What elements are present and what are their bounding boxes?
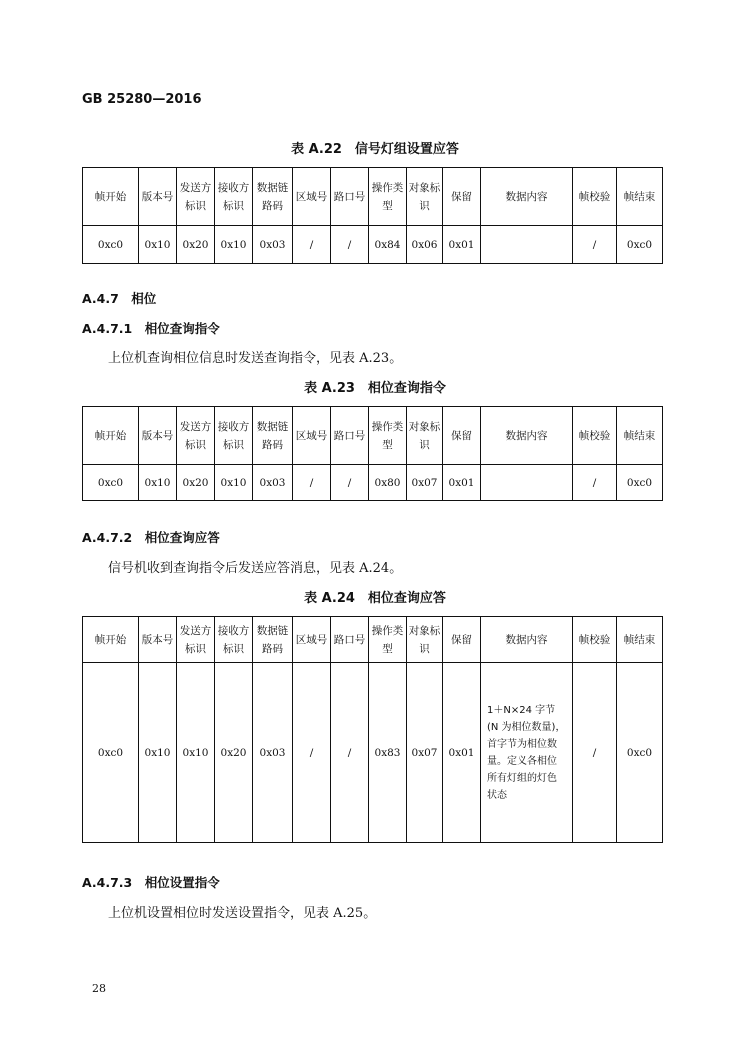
table-cell: 0x10: [177, 663, 215, 843]
header-cell: 帧校验: [573, 168, 617, 226]
table-header-row: [83, 168, 663, 226]
section-a472-heading: A.4.7.2 相位查询应答: [82, 530, 220, 545]
table-a23: [82, 406, 663, 501]
table-cell: 0x83: [369, 663, 407, 843]
table-cell: 0x10: [139, 226, 177, 264]
header-cell: 帧结束: [617, 168, 663, 226]
header-cell: 帧开始: [83, 407, 139, 465]
table-a22: [82, 167, 663, 264]
header-cell: 数据内容: [481, 407, 573, 465]
header-cell: 路口号: [331, 168, 369, 226]
header-cell: 操作类型: [369, 168, 407, 226]
standard-number: GB 25280—2016: [82, 92, 202, 107]
table-cell: 0x06: [407, 226, 443, 264]
table-cell: 0x01: [443, 226, 481, 264]
table-cell: 0x07: [407, 465, 443, 501]
table-cell: 0x01: [443, 465, 481, 501]
table-cell: 0x03: [253, 226, 293, 264]
header-cell: 操作类型: [369, 617, 407, 663]
table-cell: 0x10: [215, 465, 253, 501]
table-cell: 0xc0: [617, 465, 663, 501]
table-cell: [481, 226, 573, 264]
table-a24-caption: 表 A.24 相位查询应答: [304, 591, 446, 606]
table-a24: [82, 616, 663, 843]
table-cell: 0x10: [215, 226, 253, 264]
section-a471-heading: A.4.7.1 相位查询指令: [82, 321, 220, 336]
header-cell: 数据链路码: [253, 407, 293, 465]
table-cell: 0xc0: [617, 663, 663, 843]
table-a22-caption: 表 A.22 信号灯组设置应答: [291, 142, 459, 157]
data-content-cell: 1＋N×24 字节 (N 为相位数量)，首字节为相位数量。定义各相位所有灯组的灯色状态: [481, 663, 573, 843]
header-cell: 保留: [443, 407, 481, 465]
table-cell: /: [573, 663, 617, 843]
table-header-row: [83, 617, 663, 663]
section-a473-heading: A.4.7.3 相位设置指令: [82, 875, 220, 890]
table-cell: /: [573, 465, 617, 501]
table-header-row: [83, 407, 663, 465]
table-cell: /: [331, 663, 369, 843]
header-cell: 区域号: [293, 617, 331, 663]
table-cell: 0x20: [215, 663, 253, 843]
header-cell: 对象标识: [407, 617, 443, 663]
table-cell: 0x20: [177, 465, 215, 501]
header-cell: 帧校验: [573, 407, 617, 465]
table-a23-caption: 表 A.23 相位查询指令: [304, 381, 446, 396]
header-cell: 帧结束: [617, 617, 663, 663]
header-cell: 版本号: [139, 407, 177, 465]
header-cell: 路口号: [331, 407, 369, 465]
table-row: [83, 663, 663, 843]
table-cell: 0x10: [139, 663, 177, 843]
header-cell: 数据内容: [481, 617, 573, 663]
table-cell: 0x10: [139, 465, 177, 501]
header-cell: 数据链路码: [253, 168, 293, 226]
header-cell: 发送方标识: [177, 617, 215, 663]
header-cell: 区域号: [293, 407, 331, 465]
table-cell: 0xc0: [83, 663, 139, 843]
table-cell: /: [573, 226, 617, 264]
header-cell: 路口号: [331, 617, 369, 663]
table-cell: /: [293, 226, 331, 264]
table-cell: 0xc0: [83, 465, 139, 501]
header-cell: 发送方标识: [177, 407, 215, 465]
table-cell: 0x03: [253, 465, 293, 501]
table-cell: 0x01: [443, 663, 481, 843]
table-cell: /: [331, 465, 369, 501]
table-row: [83, 465, 663, 501]
header-cell: 帧开始: [83, 617, 139, 663]
section-a472-paragraph: 信号机收到查询指令后发送应答消息，见表 A.24。: [108, 561, 403, 576]
table-cell: 0xc0: [83, 226, 139, 264]
header-cell: 对象标识: [407, 407, 443, 465]
table-cell: 0x03: [253, 663, 293, 843]
table-cell: /: [293, 465, 331, 501]
table-cell: 0x80: [369, 465, 407, 501]
header-cell: 对象标识: [407, 168, 443, 226]
header-cell: 接收方标识: [215, 168, 253, 226]
header-cell: 帧校验: [573, 617, 617, 663]
header-cell: 操作类型: [369, 407, 407, 465]
header-cell: 保留: [443, 617, 481, 663]
table-cell: 0x20: [177, 226, 215, 264]
section-a473-paragraph: 上位机设置相位时发送设置指令，见表 A.25。: [108, 906, 377, 921]
table-cell: 0xc0: [617, 226, 663, 264]
header-cell: 接收方标识: [215, 407, 253, 465]
table-cell: /: [331, 226, 369, 264]
header-cell: 版本号: [139, 168, 177, 226]
section-a47-heading: A.4.7 相位: [82, 291, 157, 306]
table-cell: [481, 465, 573, 501]
section-a471-paragraph: 上位机查询相位信息时发送查询指令，见表 A.23。: [108, 351, 403, 366]
header-cell: 接收方标识: [215, 617, 253, 663]
header-cell: 帧结束: [617, 407, 663, 465]
header-cell: 数据内容: [481, 168, 573, 226]
table-cell: 0x07: [407, 663, 443, 843]
header-cell: 数据链路码: [253, 617, 293, 663]
table-row: [83, 226, 663, 264]
header-cell: 保留: [443, 168, 481, 226]
table-cell: 0x84: [369, 226, 407, 264]
header-cell: 发送方标识: [177, 168, 215, 226]
header-cell: 区域号: [293, 168, 331, 226]
table-cell: /: [293, 663, 331, 843]
header-cell: 帧开始: [83, 168, 139, 226]
page-number: 28: [92, 982, 106, 995]
header-cell: 版本号: [139, 617, 177, 663]
